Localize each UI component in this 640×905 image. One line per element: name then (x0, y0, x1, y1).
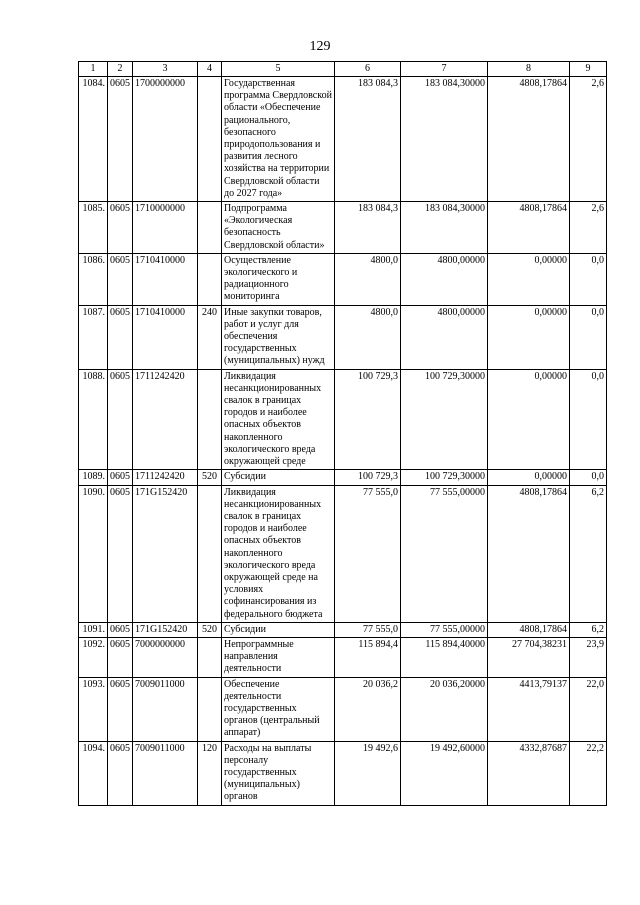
planned-amount: 100 729,3 (335, 470, 401, 485)
approved-amount: 77 555,00000 (401, 485, 488, 622)
target-code: 1711242420 (133, 470, 198, 485)
target-code: 171G152420 (133, 622, 198, 637)
item-name: Ликвидация несанкционированных свалок в границах городов и наиболее опасных объектов накопленного экологического вреда окружающей среде на условиях софинансирования из федерального бюджета (222, 485, 335, 622)
expense-type (198, 77, 222, 202)
expense-type (198, 253, 222, 305)
header-cell: 2 (108, 62, 133, 77)
table-row (79, 637, 607, 677)
planned-amount: 183 084,3 (335, 77, 401, 202)
header-cell: 6 (335, 62, 401, 77)
execution-percent: 22,2 (570, 741, 607, 805)
row-number: 1089. (79, 470, 108, 485)
execution-percent: 0,0 (570, 470, 607, 485)
approved-amount: 183 084,30000 (401, 202, 488, 254)
table-row (79, 622, 607, 637)
planned-amount: 115 894,4 (335, 637, 401, 677)
budget-table (78, 61, 607, 806)
row-number: 1090. (79, 485, 108, 622)
approved-amount: 4800,00000 (401, 253, 488, 305)
item-name: Непрограммные направления деятельности (222, 637, 335, 677)
approved-amount: 100 729,30000 (401, 369, 488, 470)
execution-percent: 22,0 (570, 677, 607, 741)
executed-amount: 0,00000 (488, 369, 570, 470)
section-code: 0605 (108, 305, 133, 369)
executed-amount: 4808,17864 (488, 202, 570, 254)
executed-amount: 4808,17864 (488, 77, 570, 202)
planned-amount: 100 729,3 (335, 369, 401, 470)
section-code: 0605 (108, 677, 133, 741)
execution-percent: 6,2 (570, 622, 607, 637)
approved-amount: 77 555,00000 (401, 622, 488, 637)
header-cell: 8 (488, 62, 570, 77)
executed-amount: 4808,17864 (488, 485, 570, 622)
approved-amount: 19 492,60000 (401, 741, 488, 805)
section-code: 0605 (108, 485, 133, 622)
table-row (79, 485, 607, 622)
section-code: 0605 (108, 77, 133, 202)
planned-amount: 77 555,0 (335, 622, 401, 637)
item-name: Подпрограмма «Экологическая безопасность Свердловской области» (222, 202, 335, 254)
row-number: 1092. (79, 637, 108, 677)
expense-type: 520 (198, 622, 222, 637)
executed-amount: 27 704,38231 (488, 637, 570, 677)
row-number: 1091. (79, 622, 108, 637)
section-code: 0605 (108, 637, 133, 677)
row-number: 1086. (79, 253, 108, 305)
target-code: 7009011000 (133, 677, 198, 741)
planned-amount: 4800,0 (335, 253, 401, 305)
header-cell: 5 (222, 62, 335, 77)
item-name: Ликвидация несанкционированных свалок в границах городов и наиболее опасных объектов накопленного экологического вреда окружающей среде (222, 369, 335, 470)
table-row (79, 677, 607, 741)
item-name: Субсидии (222, 622, 335, 637)
header-cell: 1 (79, 62, 108, 77)
item-name: Обеспечение деятельности государственных органов (центральный аппарат) (222, 677, 335, 741)
executed-amount: 4413,79137 (488, 677, 570, 741)
executed-amount: 0,00000 (488, 305, 570, 369)
expense-type: 120 (198, 741, 222, 805)
header-cell: 4 (198, 62, 222, 77)
header-cell: 3 (133, 62, 198, 77)
target-code: 7009011000 (133, 741, 198, 805)
row-number: 1088. (79, 369, 108, 470)
page-number: 129 (309, 39, 331, 54)
expense-type: 240 (198, 305, 222, 369)
section-code: 0605 (108, 253, 133, 305)
target-code: 1710410000 (133, 305, 198, 369)
execution-percent: 0,0 (570, 305, 607, 369)
target-code: 1711242420 (133, 369, 198, 470)
execution-percent: 23,9 (570, 637, 607, 677)
target-code: 7000000000 (133, 637, 198, 677)
header-cell: 9 (570, 62, 607, 77)
header-cell: 7 (401, 62, 488, 77)
executed-amount: 4332,87687 (488, 741, 570, 805)
table-row (79, 369, 607, 470)
section-code: 0605 (108, 470, 133, 485)
expense-type (198, 677, 222, 741)
row-number: 1094. (79, 741, 108, 805)
item-name: Государственная программа Свердловской области «Обеспечение рационального, безопасного природопользования и развития лесного хозяйства на территории Свердловской области до 2027 года» (222, 77, 335, 202)
execution-percent: 0,0 (570, 253, 607, 305)
executed-amount: 0,00000 (488, 470, 570, 485)
expense-type (198, 637, 222, 677)
section-code: 0605 (108, 369, 133, 470)
planned-amount: 20 036,2 (335, 677, 401, 741)
approved-amount: 100 729,30000 (401, 470, 488, 485)
table-row (79, 253, 607, 305)
row-number: 1093. (79, 677, 108, 741)
expense-type: 520 (198, 470, 222, 485)
row-number: 1087. (79, 305, 108, 369)
row-number: 1085. (79, 202, 108, 254)
item-name: Иные закупки товаров, работ и услуг для обеспечения государственных (муниципальных) нужд (222, 305, 335, 369)
row-number: 1084. (79, 77, 108, 202)
table-row (79, 305, 607, 369)
item-name: Субсидии (222, 470, 335, 485)
table-row (79, 77, 607, 202)
expense-type (198, 202, 222, 254)
target-code: 1700000000 (133, 77, 198, 202)
approved-amount: 183 084,30000 (401, 77, 488, 202)
planned-amount: 183 084,3 (335, 202, 401, 254)
target-code: 171G152420 (133, 485, 198, 622)
table-row (79, 470, 607, 485)
execution-percent: 6,2 (570, 485, 607, 622)
planned-amount: 4800,0 (335, 305, 401, 369)
planned-amount: 19 492,6 (335, 741, 401, 805)
expense-type (198, 485, 222, 622)
planned-amount: 77 555,0 (335, 485, 401, 622)
approved-amount: 115 894,40000 (401, 637, 488, 677)
executed-amount: 0,00000 (488, 253, 570, 305)
execution-percent: 2,6 (570, 202, 607, 254)
table-body (79, 77, 607, 806)
execution-percent: 2,6 (570, 77, 607, 202)
executed-amount: 4808,17864 (488, 622, 570, 637)
table-row (79, 202, 607, 254)
header-row (79, 62, 607, 77)
expense-type (198, 369, 222, 470)
item-name: Осуществление экологического и радиационного мониторинга (222, 253, 335, 305)
target-code: 1710410000 (133, 253, 198, 305)
section-code: 0605 (108, 741, 133, 805)
table-row (79, 741, 607, 805)
execution-percent: 0,0 (570, 369, 607, 470)
section-code: 0605 (108, 202, 133, 254)
target-code: 1710000000 (133, 202, 198, 254)
item-name: Расходы на выплаты персоналу государственных (муниципальных) органов (222, 741, 335, 805)
section-code: 0605 (108, 622, 133, 637)
approved-amount: 20 036,20000 (401, 677, 488, 741)
approved-amount: 4800,00000 (401, 305, 488, 369)
